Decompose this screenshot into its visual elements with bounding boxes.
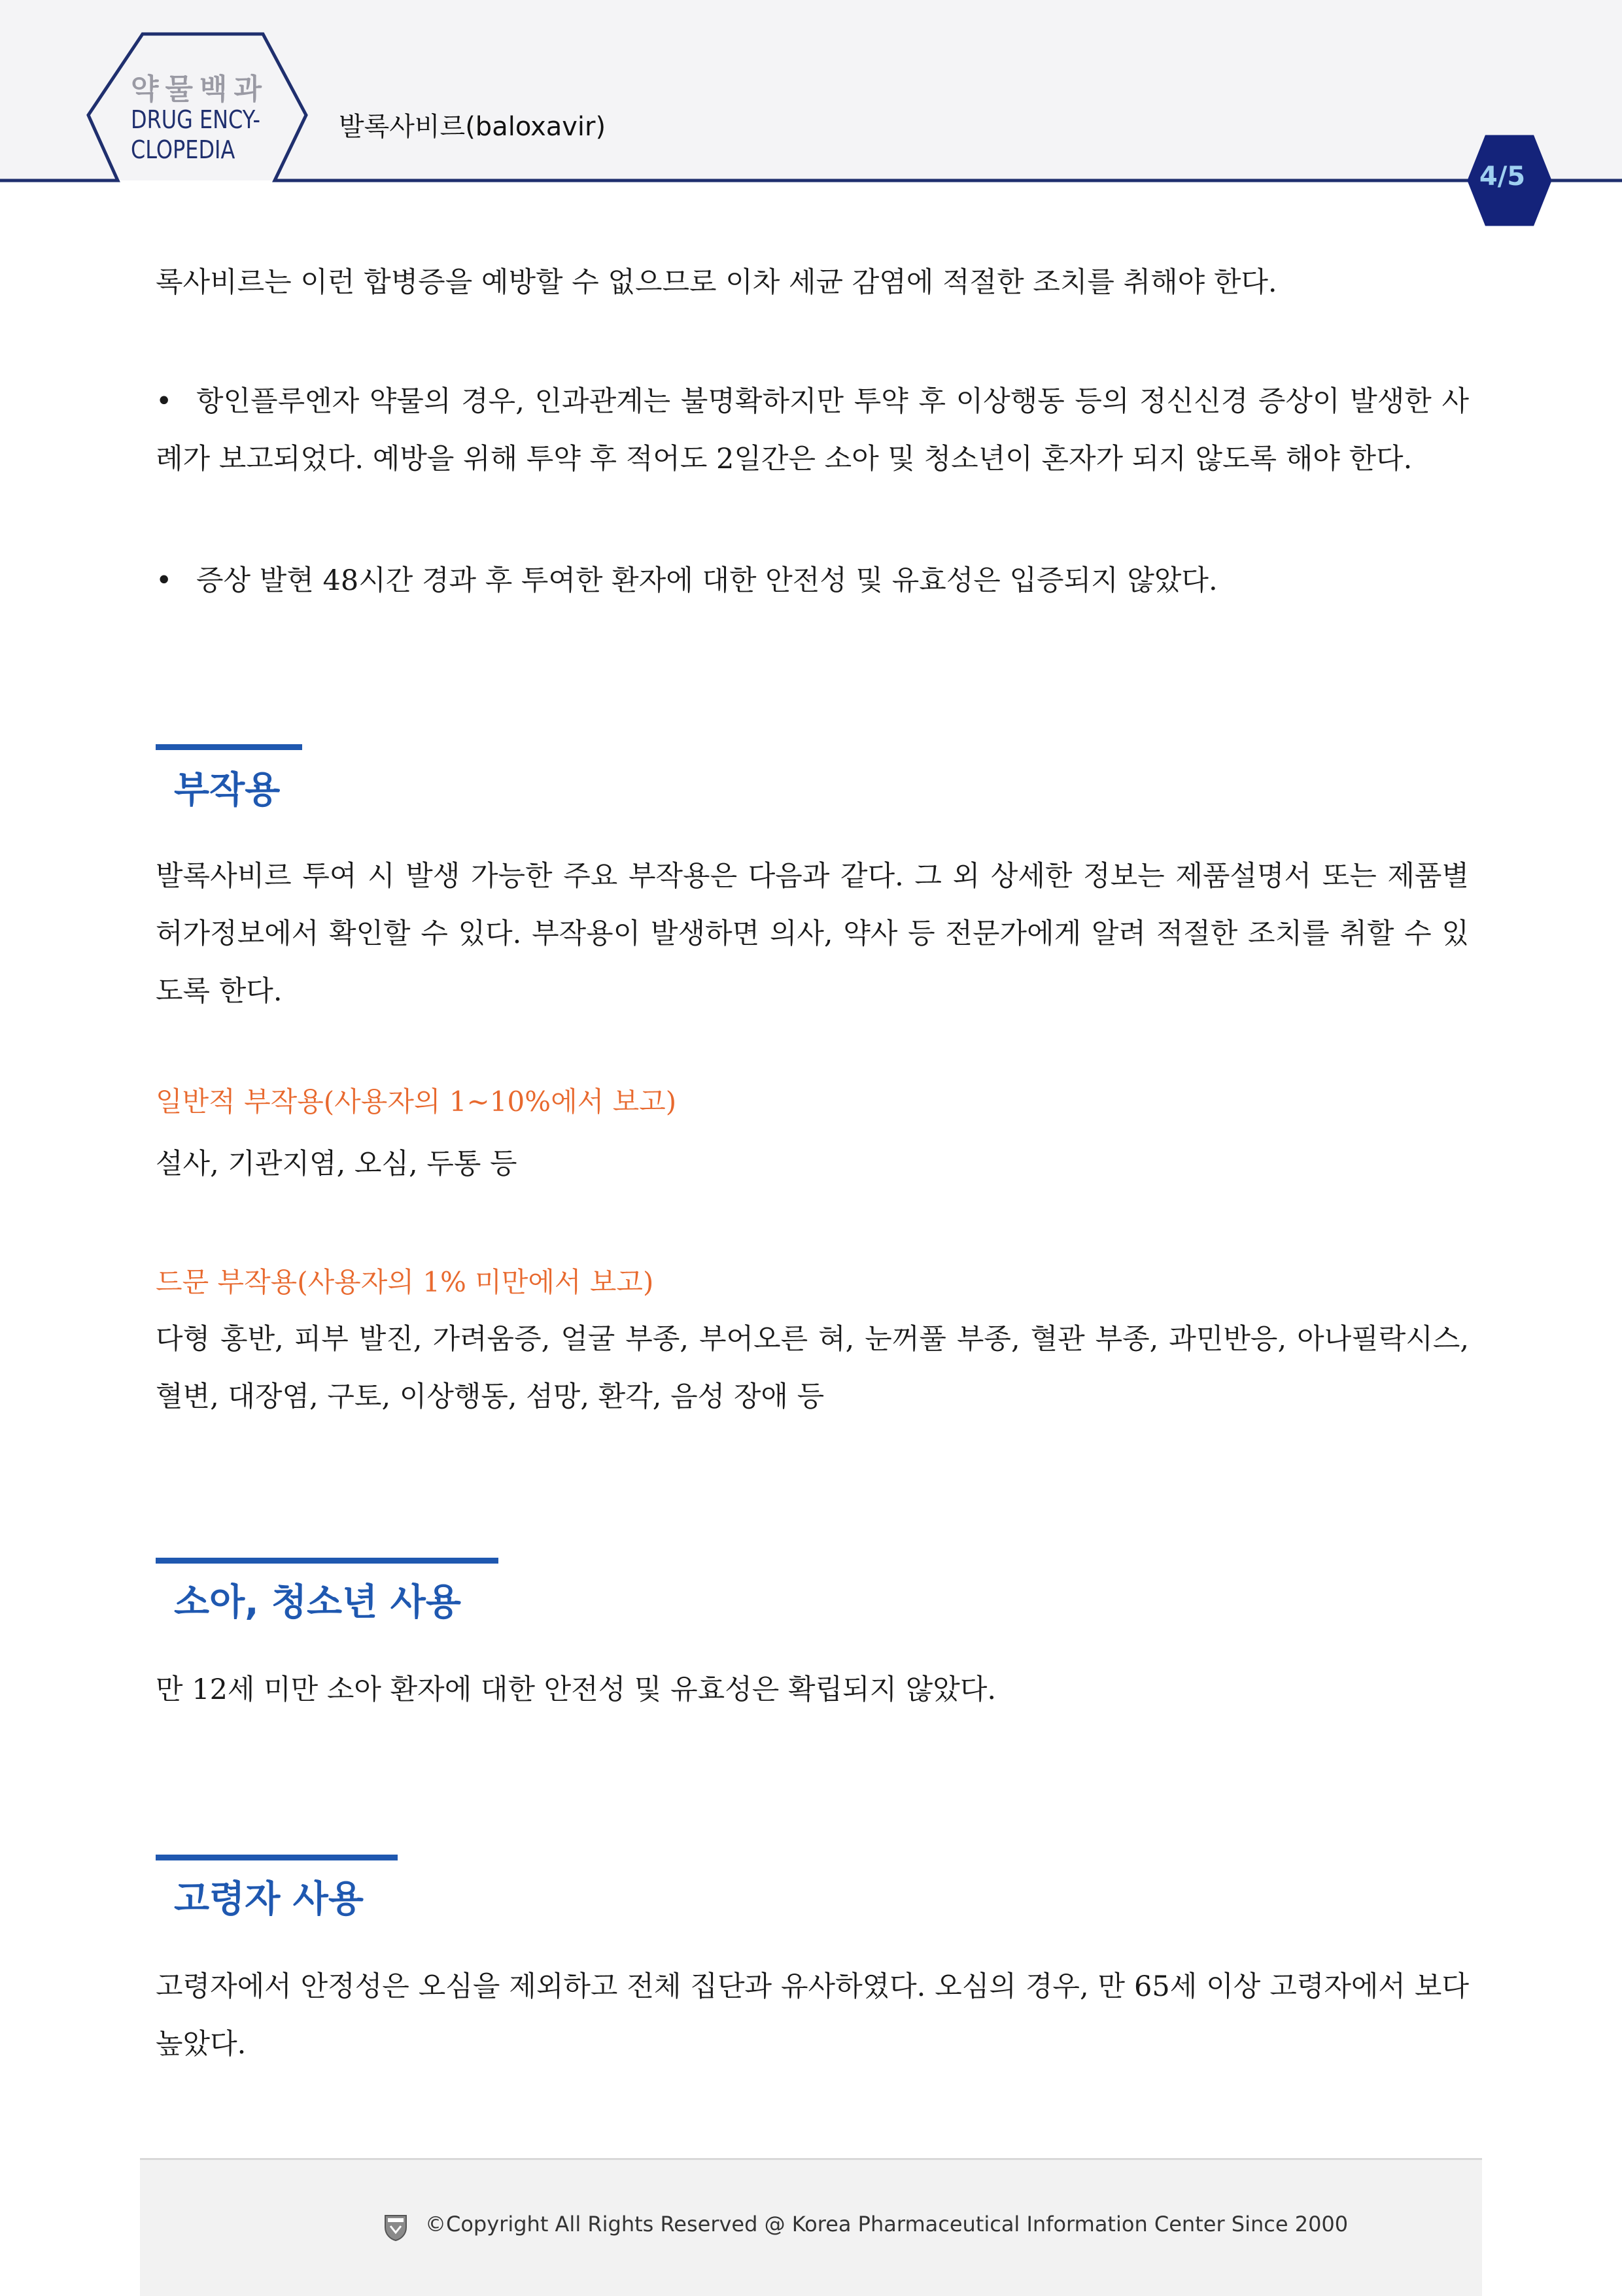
shield-emblem-icon [383,2213,409,2242]
side-effects-paragraph: 발록사비르 투여 시 발생 가능한 주요 부작용은 다음과 같다. 그 외 상세한 정보는 제품설명서 또는 제품별 허가정보에서 확인할 수 있다. 부작용이 발생하면 의사, 약사 등 전문가에게 알려 적절한 조치를 취할 수 있도록 한다. [156,860,1469,1008]
rare-side-effects-heading: 드문 부작용(사용자의 1% 미만에서 보고) [156,1266,654,1298]
section-underline-bar [156,744,302,750]
logo-english [131,105,273,165]
bullet-text: 증상 발현 48시간 경과 후 투여한 환자에 대한 안전성 및 유효성은 입증되지 않았다. [196,564,1218,597]
rare-side-effects-list: 다형 홍반, 피부 발진, 가려움증, 얼굴 부종, 부어오른 혀, 눈꺼풀 부종, 혈관 부종, 과민반응, 아나필락시스, 혈변, 대장염, 구토, 이상행동, 섬망, 환각, 음성 장애 등 [156,1323,1469,1413]
bullet-item [156,552,1469,609]
logo-english-line1: DRUG ENCY- [131,105,261,134]
elderly-paragraph: 고령자에서 안정성은 오심을 제외하고 전체 집단과 유사하였다. 오심의 경우, 만 65세 이상 고령자에서 보다 높았다. [156,1970,1469,2061]
copyright-text: ©Copyright All Rights Reserved @ Korea Pharmaceutical Information Center Since 2000 [425,2212,1349,2236]
section-underline-bar [156,1558,498,1564]
bullet-symbol: • [156,564,173,597]
section-title-elderly: 고령자 사용 [174,1878,364,1921]
bullet-symbol: • [156,385,173,418]
bullet-item [156,373,1469,488]
common-side-effects-heading: 일반적 부작용(사용자의 1~10%에서 보고) [156,1086,677,1118]
continued-paragraph: 록사비르는 이런 합병증을 예방할 수 없으므로 이차 세균 감염에 적절한 조치를 취해야 한다. [156,266,1277,299]
section-title-pediatric: 소아, 청소년 사용 [174,1581,461,1624]
common-side-effects-list: 설사, 기관지염, 오심, 두통 등 [156,1148,517,1180]
section-underline-bar [156,1855,398,1860]
page-indicator: 4/5 [1479,162,1526,192]
logo-english-line2: CLOPEDIA [131,135,235,164]
section-title-side-effects: 부작용 [174,769,281,812]
document-title: 발록사비르(baloxavir) [339,112,606,142]
logo-korean: 약물백과 [131,73,269,106]
pediatric-paragraph: 만 12세 미만 소아 환자에 대한 안전성 및 유효성은 확립되지 않았다. [156,1673,997,1706]
bullet-text: 항인플루엔자 약물의 경우, 인과관계는 불명확하지만 투약 후 이상행동 등의 정신신경 증상이 발생한 사례가 보고되었다. 예방을 위해 투약 후 적어도 2일간은 소아 및 청소년이 혼자가 되지 않도록 해야 한다. [156,385,1469,475]
